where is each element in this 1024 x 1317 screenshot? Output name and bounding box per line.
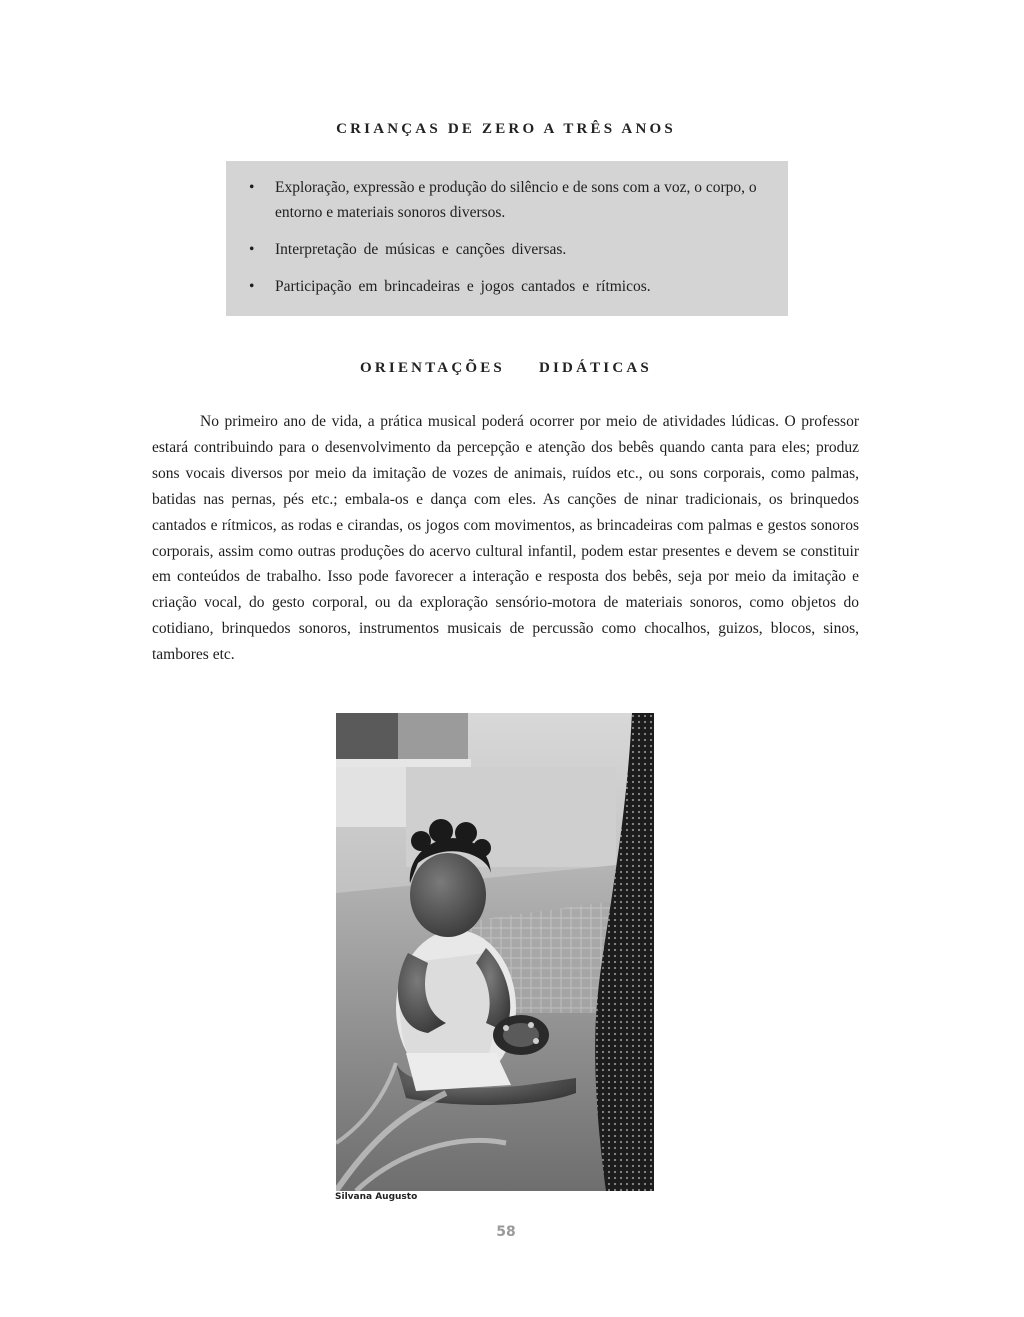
list-item-text: Interpretação de músicas e canções diversas. xyxy=(275,241,567,258)
list-item xyxy=(248,237,768,262)
body-paragraph: No primeiro ano de vida, a prática musical poderá ocorrer por meio de atividades lúdicas. O professor estará contribuindo para o desenvolvimento da percepção e atenção dos bebês quando canta para eles; produz sons vocais diversos por meio da imitação de vozes de animais, ruídos etc., ou sons corporais, como palmas, batidas nas pernas, pés etc.; embala-os e dança com eles. As canções de ninar tradicionais, os brinquedos cantados e rítmicos, as rodas e cirandas, os jogos com movimentos, as brincadeiras com palmas e gestos sonoros corporais, assim como outras produções do acervo cultural infantil, podem estar presentes e devem se constituir em conteúdos de trabalho. Isso pode favorecer a interação e resposta dos bebês, seja por meio da imitação e criação vocal, do gesto corporal, ou da exploração sensório-motora de materiais sonoros, como objetos do cotidiano, brinquedos sonoros, instrumentos musicais de percussão como chocalhos, guizos, blocos, sinos, tambores etc. xyxy=(152,413,859,664)
section-title-criancas: CRIANÇAS DE ZERO A TRÊS ANOS xyxy=(336,121,676,137)
bullet-icon: • xyxy=(249,241,255,258)
page-number: 58 xyxy=(496,1224,516,1240)
content-list xyxy=(248,175,768,299)
section-title-part: ORIENTAÇÕES xyxy=(360,360,505,376)
photo-credit: Silvana Augusto xyxy=(335,1192,418,1202)
list-item xyxy=(248,175,768,225)
content-box xyxy=(226,161,788,316)
baby-photo xyxy=(336,713,654,1191)
bullet-icon: • xyxy=(249,179,255,196)
section-title-orientacoes xyxy=(0,360,1012,377)
bullet-icon: • xyxy=(249,278,255,295)
list-item xyxy=(248,274,768,299)
section-title-part: DIDÁTICAS xyxy=(538,360,652,376)
list-item-text: Participação em brincadeiras e jogos cantados e rítmicos. xyxy=(275,278,651,295)
list-item-text: Exploração, expressão e produção do silêncio e de sons com a voz, o corpo, o entorno e materiais sonoros diversos. xyxy=(275,179,757,221)
